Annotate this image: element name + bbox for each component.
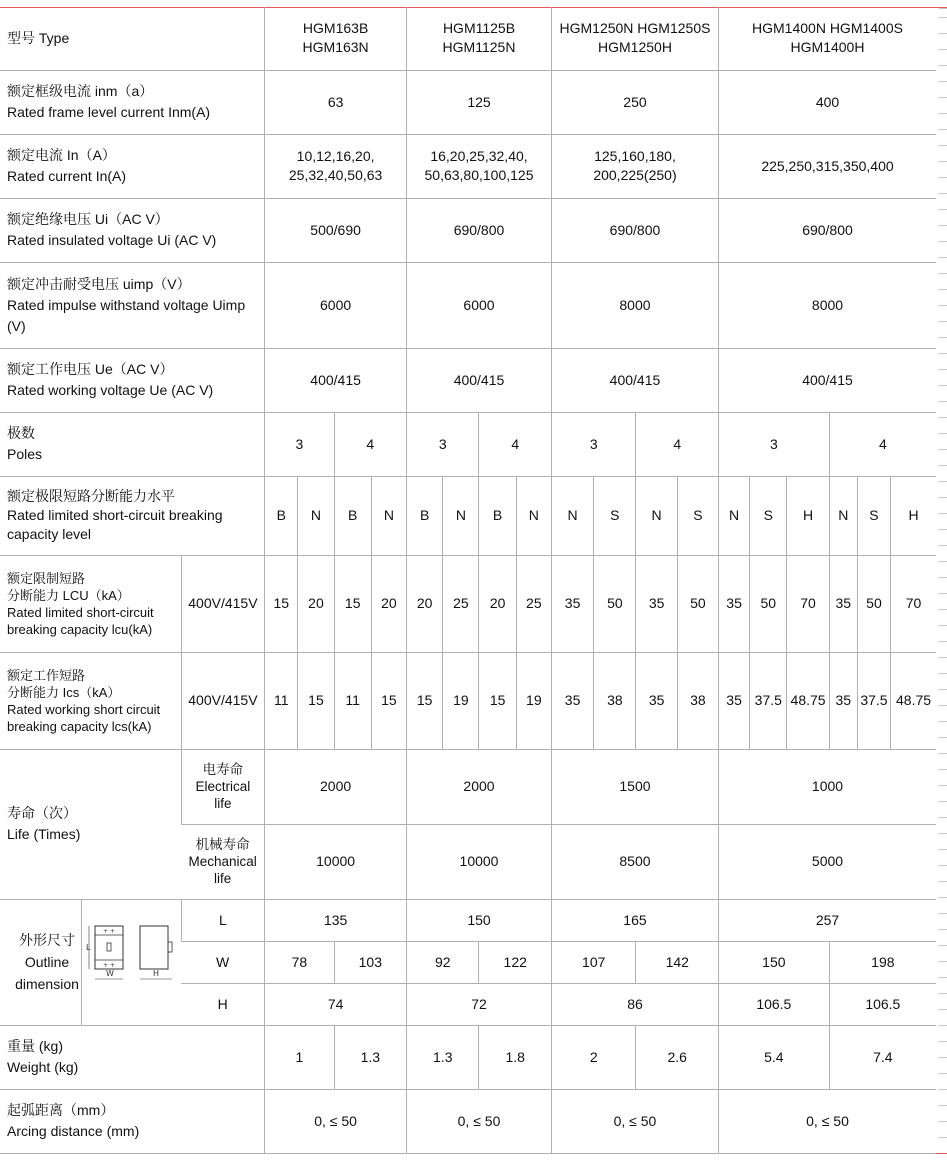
ics-value: 35 (636, 652, 677, 749)
label-line: 额定绝缘电压 Ui（AC V） (7, 211, 169, 227)
model-name: HGM1400N HGM1400S (752, 20, 903, 37)
level-value: N (551, 476, 593, 555)
label-line: 电寿命 (202, 762, 244, 777)
breaker-dimension-figure (84, 920, 178, 990)
working-value: 400/415 (551, 348, 718, 412)
label-line: 额定电流 In（A） (7, 147, 116, 163)
poles-value: 3 (407, 412, 479, 476)
level-value: B (407, 476, 443, 555)
insulated-value: 500/690 (265, 198, 407, 262)
label-line: life (214, 871, 232, 886)
label-line: breaking capacity lcu(kA) (7, 621, 153, 637)
current-line: 50,63,80,100,125 (424, 167, 534, 183)
current-line: 225,250,315,350,400 (761, 157, 894, 174)
frame-value: 63 (265, 70, 407, 134)
ics-value: 15 (371, 652, 406, 749)
row-weight (0, 1025, 936, 1089)
label-line: 额定工作短路 (7, 667, 86, 683)
electrical-life-label (181, 749, 265, 824)
row-label-current (0, 134, 265, 198)
label-line: dimension (15, 976, 79, 992)
model-cell (265, 7, 407, 70)
ics-value: 19 (516, 652, 551, 749)
row-dim-L (0, 899, 936, 941)
row-arcing (0, 1089, 936, 1153)
arcing-value: 0, ≤ 50 (407, 1089, 552, 1153)
lcu-value: 15 (334, 555, 371, 652)
current-line: 200,225(250) (593, 167, 677, 183)
dim-L-value: 165 (551, 899, 718, 941)
ics-value: 15 (298, 652, 334, 749)
current-line: 10,12,16,20, (296, 148, 375, 164)
level-value: N (719, 476, 750, 555)
lcu-value: 50 (750, 555, 787, 652)
lcu-value: 70 (891, 555, 936, 652)
row-label-type (0, 7, 265, 70)
label-line: Weight (kg) (7, 1059, 79, 1075)
lcu-value: 20 (407, 555, 443, 652)
row-label-weight (0, 1025, 265, 1089)
lcu-value: 20 (479, 555, 516, 652)
level-value: B (479, 476, 516, 555)
ics-value: 15 (479, 652, 516, 749)
lcu-value: 50 (677, 555, 718, 652)
model-cell (719, 7, 937, 70)
ics-value: 37.5 (750, 652, 787, 749)
label-line: 寿命（次） (7, 805, 77, 821)
weight-value: 2 (551, 1025, 636, 1089)
label-line: Rated frame level current Inm(A) (7, 104, 211, 120)
level-value: H (891, 476, 936, 555)
arcing-value: 0, ≤ 50 (719, 1089, 937, 1153)
model-cell (407, 7, 552, 70)
dim-W-value: 198 (829, 941, 936, 983)
front-terminal-marks: + + (103, 927, 115, 935)
dim-L-value: 257 (719, 899, 937, 941)
level-value: H (787, 476, 829, 555)
ics-value: 11 (265, 652, 298, 749)
ics-value: 38 (594, 652, 636, 749)
weight-value: 1 (265, 1025, 334, 1089)
row-label-working (0, 348, 265, 412)
label-line: 额定框级电流 inm（a） (7, 83, 154, 99)
label-line: Mechanical (188, 854, 257, 869)
label-line: 额定极限短路分断能力水平 (7, 488, 175, 504)
label-line: 机械寿命 (195, 837, 250, 852)
voltage-label: 400V/415V (181, 652, 265, 749)
impulse-value: 8000 (719, 262, 937, 348)
lcu-value: 25 (443, 555, 479, 652)
lcu-value: 35 (551, 555, 593, 652)
electrical-life-value: 1000 (719, 749, 937, 824)
label-line: Rated current In(A) (7, 168, 127, 184)
frame-value: 400 (719, 70, 937, 134)
row-type (0, 7, 936, 70)
poles-value: 4 (829, 412, 936, 476)
dim-H-value: 72 (407, 983, 552, 1025)
level-value: S (750, 476, 787, 555)
outline-divider (81, 900, 82, 1025)
row-lcu (0, 555, 936, 652)
mechanical-life-value: 8500 (551, 824, 718, 899)
row-label-ics (0, 652, 181, 749)
mechanical-life-value: 10000 (265, 824, 407, 899)
model-name: HGM1125N (442, 39, 516, 56)
row-label-life (0, 749, 181, 899)
electrical-life-value: 2000 (407, 749, 552, 824)
dim-H-value: 86 (551, 983, 718, 1025)
voltage-label: 400V/415V (181, 555, 265, 652)
lcu-value: 35 (719, 555, 750, 652)
electrical-life-value: 1500 (551, 749, 718, 824)
weight-value: 1.3 (334, 1025, 406, 1089)
row-label-arcing (0, 1089, 265, 1153)
front-L-label: L (86, 942, 91, 952)
label-line: 额定冲击耐受电压 uimp（V） (7, 275, 191, 292)
label-line: life (214, 796, 232, 811)
impulse-value: 6000 (407, 262, 552, 348)
edge-dashes (939, 8, 947, 1153)
level-value: B (334, 476, 371, 555)
label-line: Rated impulse withstand voltage Uimp (7, 296, 246, 313)
insulated-value: 690/800 (551, 198, 718, 262)
lcu-value: 70 (787, 555, 829, 652)
spec-table (0, 7, 936, 1154)
label-line: 外形尺寸 (19, 932, 75, 948)
working-value: 400/415 (265, 348, 407, 412)
label-line: 型号 Type (7, 29, 70, 46)
working-value: 400/415 (407, 348, 552, 412)
model-name: HGM1400H (790, 39, 865, 56)
row-capacity-level (0, 476, 936, 555)
label-line: Life (Times) (7, 826, 81, 842)
weight-value: 1.3 (407, 1025, 479, 1089)
ics-value: 19 (443, 652, 479, 749)
arcing-value: 0, ≤ 50 (265, 1089, 407, 1153)
label-line: Rated working voltage Ue (AC V) (7, 382, 214, 398)
weight-value: 7.4 (829, 1025, 936, 1089)
side-body (140, 926, 168, 969)
model-name: HGM163B (302, 20, 369, 37)
mechanical-life-value: 10000 (407, 824, 552, 899)
label-line: Poles (7, 446, 43, 462)
dim-W-value: 107 (551, 941, 636, 983)
current-value (719, 134, 937, 198)
label-line: 额定工作电压 Ue（AC V） (7, 361, 174, 377)
model-name: HGM1250H (598, 39, 672, 56)
label-line: Electrical (195, 779, 251, 794)
ics-value: 35 (829, 652, 857, 749)
level-value: S (594, 476, 636, 555)
dim-H-value: 106.5 (829, 983, 936, 1025)
weight-value: 1.8 (479, 1025, 551, 1089)
impulse-value: 6000 (265, 262, 407, 348)
level-value: S (857, 476, 890, 555)
level-value: N (829, 476, 857, 555)
row-current (0, 134, 936, 198)
label-line: 分断能力 LCU（kA） (7, 587, 130, 603)
frame-value: 125 (407, 70, 552, 134)
lcu-value: 50 (594, 555, 636, 652)
lcu-value: 50 (857, 555, 890, 652)
dim-L-value: 150 (407, 899, 552, 941)
row-impulse-voltage (0, 262, 936, 348)
row-insulated-voltage (0, 198, 936, 262)
working-value: 400/415 (719, 348, 937, 412)
weight-value: 2.6 (636, 1025, 719, 1089)
front-terminal-marks: + + (103, 961, 115, 969)
poles-value: 4 (334, 412, 406, 476)
row-life-electrical (0, 749, 936, 824)
row-label-frame (0, 70, 265, 134)
frame-value: 250 (551, 70, 718, 134)
outline-box (0, 900, 181, 1025)
poles-value: 3 (551, 412, 636, 476)
current-line: 125,160,180, (594, 148, 676, 164)
mechanical-life-value: 5000 (719, 824, 937, 899)
ics-value: 35 (719, 652, 750, 749)
front-handle (107, 943, 111, 951)
side-handle (168, 942, 172, 952)
label-line: 极数 (7, 425, 35, 441)
ics-value: 48.75 (787, 652, 829, 749)
level-value: N (636, 476, 677, 555)
label-line: (V) (7, 317, 26, 334)
model-name: HGM1250N HGM1250S (559, 20, 711, 37)
ics-value: 38 (677, 652, 718, 749)
dim-L-label: L (181, 899, 265, 941)
row-label-poles (0, 412, 265, 476)
lcu-value: 25 (516, 555, 551, 652)
outline-cell (0, 899, 181, 1025)
lcu-value: 35 (636, 555, 677, 652)
row-frame (0, 70, 936, 134)
dim-W-value: 103 (334, 941, 406, 983)
current-line: 16,20,25,32,40, (430, 148, 528, 164)
lcu-value: 35 (829, 555, 857, 652)
weight-value: 5.4 (719, 1025, 830, 1089)
dim-W-value: 122 (479, 941, 551, 983)
lcu-value: 20 (298, 555, 334, 652)
front-W-label: W (106, 968, 114, 978)
current-value (407, 134, 552, 198)
level-value: N (516, 476, 551, 555)
label-line: capacity level (7, 526, 92, 542)
dim-L-value: 135 (265, 899, 407, 941)
impulse-value: 8000 (551, 262, 718, 348)
poles-value: 3 (265, 412, 334, 476)
dim-W-label: W (181, 941, 265, 983)
row-label-impulse (0, 262, 265, 348)
insulated-value: 690/800 (719, 198, 937, 262)
dim-W-value: 142 (636, 941, 719, 983)
label-line: 额定限制短路 (7, 570, 86, 586)
row-label-level (0, 476, 265, 555)
dim-W-value: 78 (265, 941, 334, 983)
row-label-insulated (0, 198, 265, 262)
dim-H-value: 106.5 (719, 983, 830, 1025)
model-cell (551, 7, 718, 70)
dim-H-value: 74 (265, 983, 407, 1025)
dim-W-value: 150 (719, 941, 830, 983)
poles-value: 4 (636, 412, 719, 476)
level-value: S (677, 476, 718, 555)
level-value: N (298, 476, 334, 555)
row-poles (0, 412, 936, 476)
dim-W-value: 92 (407, 941, 479, 983)
outline-label (0, 900, 87, 1025)
arcing-value: 0, ≤ 50 (551, 1089, 718, 1153)
row-working-voltage (0, 348, 936, 412)
ics-value: 35 (551, 652, 593, 749)
model-name: HGM163N (302, 39, 369, 56)
label-line: Outline (24, 954, 70, 970)
current-line: 25,32,40,50,63 (288, 167, 383, 183)
lcu-value: 20 (371, 555, 406, 652)
side-H-label: H (153, 968, 160, 978)
label-line: 分断能力 Ics（kA） (7, 684, 121, 700)
level-value: N (371, 476, 406, 555)
level-value: N (443, 476, 479, 555)
lcu-value: 15 (265, 555, 298, 652)
label-line: Arcing distance (mm) (7, 1123, 140, 1139)
insulated-value: 690/800 (407, 198, 552, 262)
current-value (551, 134, 718, 198)
row-ics (0, 652, 936, 749)
label-line: 重量 (kg) (7, 1038, 63, 1054)
ics-value: 11 (334, 652, 371, 749)
poles-value: 4 (479, 412, 551, 476)
label-line: 起弧距离（mm） (7, 1102, 115, 1118)
poles-value: 3 (719, 412, 830, 476)
row-label-lcu (0, 555, 181, 652)
label-line: Rated limited short-circuit breaking (7, 507, 223, 523)
dim-H-label: H (181, 983, 265, 1025)
label-line: breaking capacity lcs(kA) (7, 718, 152, 734)
model-name: HGM1125B (442, 20, 516, 37)
label-line: Rated working short circuit (7, 701, 161, 717)
label-line: Rated insulated voltage Ui (AC V) (7, 232, 217, 248)
label-line: Rated limited short-circuit (7, 604, 154, 620)
electrical-life-value: 2000 (265, 749, 407, 824)
mechanical-life-label (181, 824, 265, 899)
current-value (265, 134, 407, 198)
level-value: B (265, 476, 298, 555)
ics-value: 48.75 (891, 652, 936, 749)
ics-value: 15 (407, 652, 443, 749)
ics-value: 37.5 (857, 652, 890, 749)
